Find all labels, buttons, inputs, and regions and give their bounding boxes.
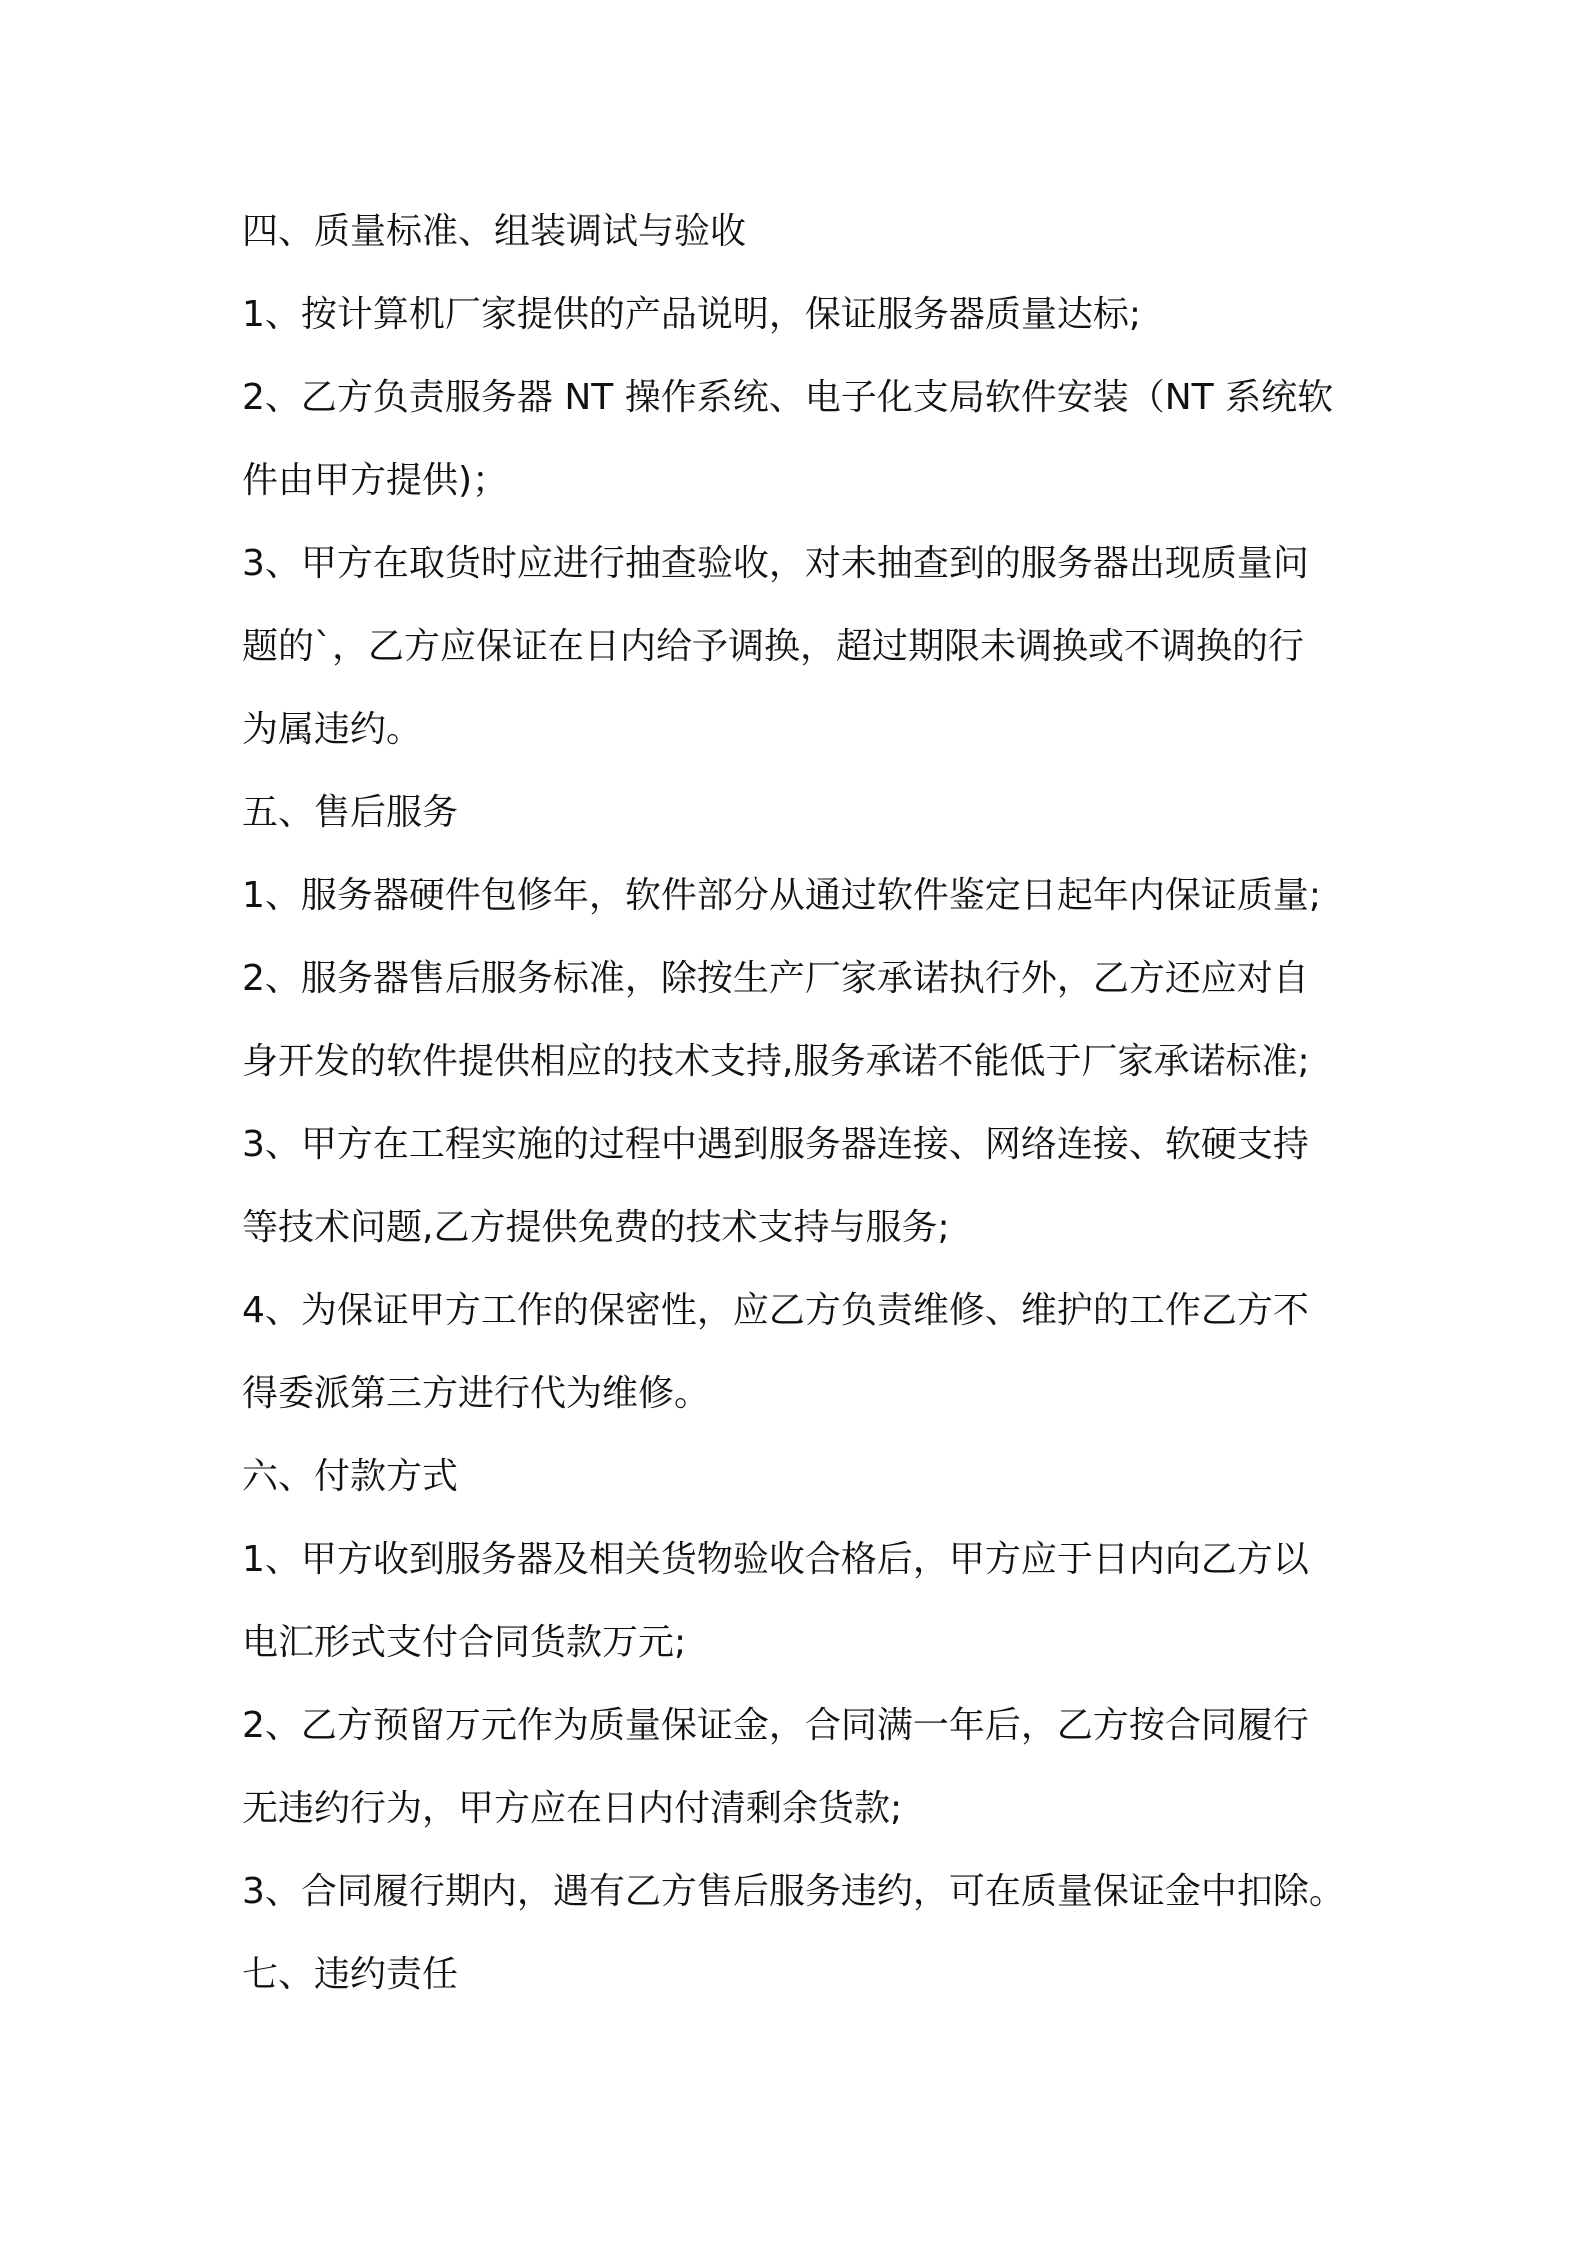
section-heading-liability: 七、违约责任 [242, 1954, 459, 1995]
text-line: 1、甲方收到服务器及相关货物验收合格后，甲方应于日内向乙方以 [242, 1539, 1309, 1580]
document-body [242, 190, 1372, 2016]
text-line: 身开发的软件提供相应的技术支持,服务承诺不能低于厂家承诺标准; [242, 1041, 1310, 1082]
text-line: 电汇形式支付合同货款万元; [242, 1622, 687, 1663]
section-heading-payment: 六、付款方式 [242, 1456, 459, 1497]
text-line: 得委派第三方进行代为维修。 [242, 1373, 711, 1414]
text-line: 2、乙方负责服务器 NT 操作系统、电子化支局软件安装（NT 系统软 [242, 377, 1334, 418]
text-line: 3、甲方在工程实施的过程中遇到服务器连接、网络连接、软硬支持 [242, 1124, 1309, 1165]
text-line: 2、服务器售后服务标准，除按生产厂家承诺执行外，乙方还应对自 [242, 958, 1309, 999]
text-line: 题的`，乙方应保证在日内给予调换，超过期限未调换或不调换的行 [242, 626, 1305, 667]
text-line: 1、按计算机厂家提供的产品说明，保证服务器质量达标; [242, 294, 1142, 335]
text-line: 件由甲方提供)； [242, 460, 509, 501]
text-line: 4、为保证甲方工作的保密性，应乙方负责维修、维护的工作乙方不 [242, 1290, 1309, 1331]
section-heading-after-sales: 五、售后服务 [242, 792, 459, 833]
section-heading-quality: 四、质量标准、组装调试与验收 [242, 211, 747, 252]
text-line: 3、合同履行期内，遇有乙方售后服务违约，可在质量保证金中扣除。 [242, 1871, 1345, 1912]
text-line: 等技术问题,乙方提供免费的技术支持与服务; [242, 1207, 950, 1248]
text-line: 无违约行为，甲方应在日内付清剩余货款; [242, 1788, 903, 1829]
text-line: 2、乙方预留万元作为质量保证金，合同满一年后，乙方按合同履行 [242, 1705, 1309, 1746]
text-line: 为属违约。 [242, 709, 423, 750]
text-line: 1、服务器硬件包修年，软件部分从通过软件鉴定日起年内保证质量; [242, 875, 1322, 916]
text-line: 3、甲方在取货时应进行抽查验收，对未抽查到的服务器出现质量问 [242, 543, 1309, 584]
